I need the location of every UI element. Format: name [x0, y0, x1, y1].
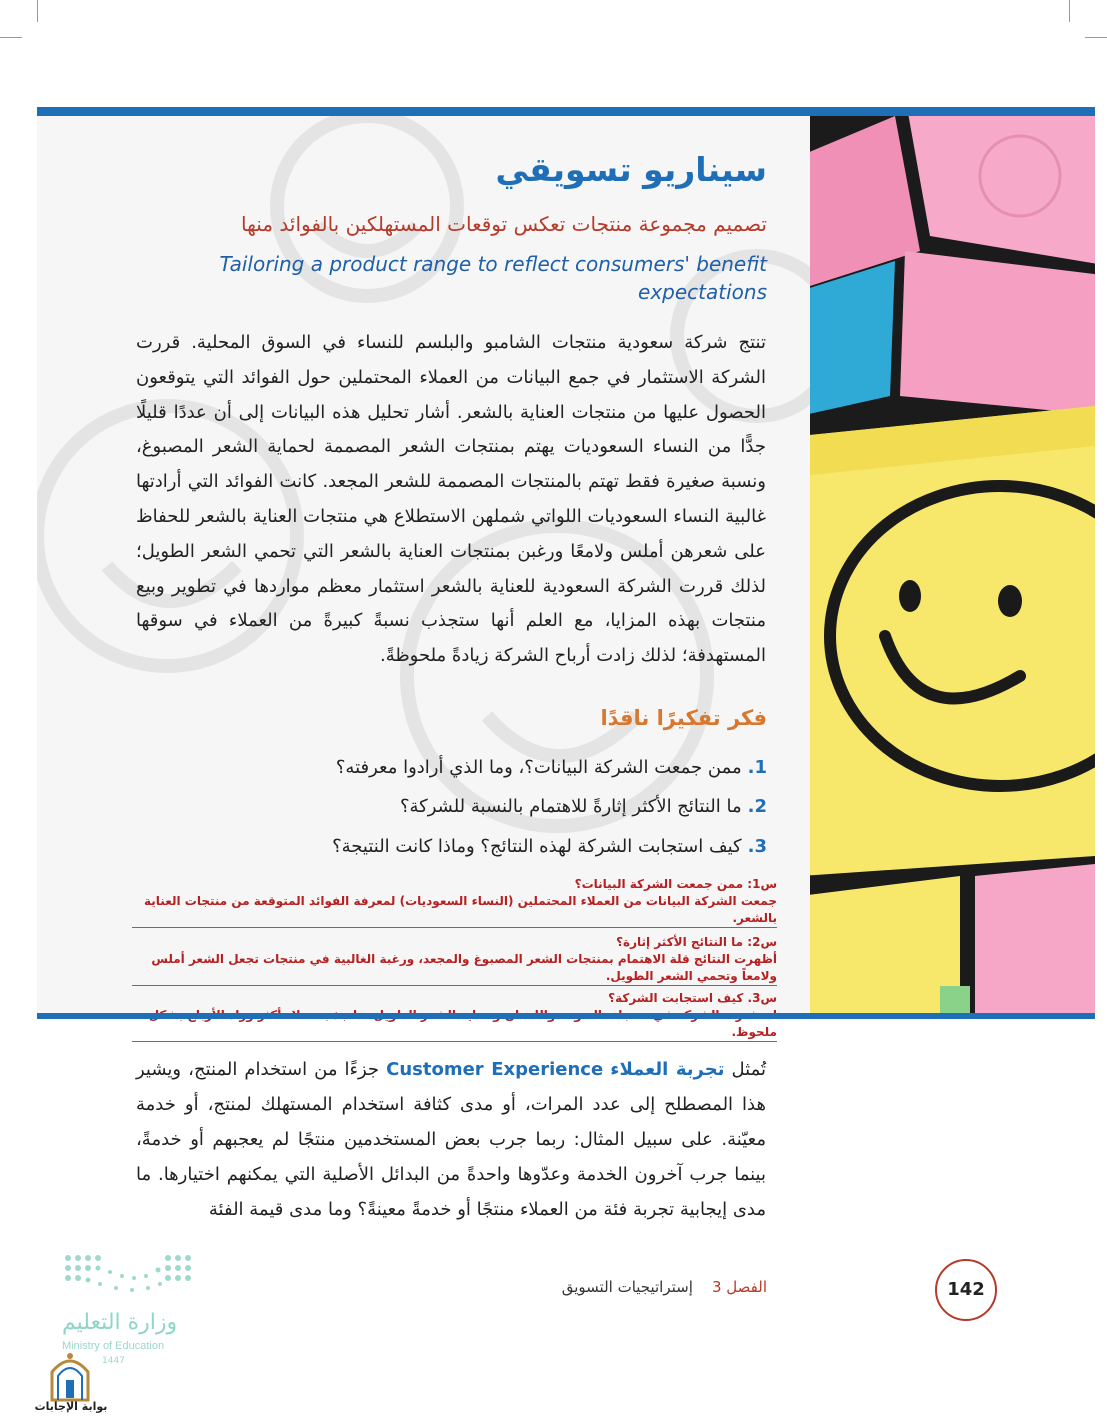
crop-mark	[0, 37, 22, 38]
chapter-footer	[367, 1278, 767, 1296]
chapter-label: الفصل	[726, 1278, 767, 1296]
crop-mark	[37, 0, 38, 22]
answer-text: جمعت الشركة البيانات من العملاء المحتملين (النساء السعوديات) لمعرفة الفوائد المتوقعة من منتجات العناية بالشعر.	[132, 893, 777, 928]
term-arabic: تجربة العملاء	[610, 1059, 725, 1080]
bottom-blue-rule	[37, 1013, 1095, 1019]
ministry-name-arabic: وزارة التعليم	[62, 1310, 178, 1335]
chapter-title: إستراتيجيات التسويق	[561, 1278, 693, 1296]
subtitle-arabic: تصميم مجموعة منتجات تعكس توقعات المستهلكين بالفوائد منها	[240, 212, 767, 236]
customer-experience-paragraph	[136, 1052, 766, 1227]
paragraph-lead: تُمثل	[731, 1059, 766, 1080]
answer-question: س1: ممن جمعت الشركة البيانات؟	[574, 877, 777, 891]
critical-thinking-title: فكر تفكيرًا ناقدًا	[600, 706, 767, 730]
page-number: 142	[935, 1259, 997, 1321]
question-number: 2.	[747, 796, 767, 817]
answer-block-2	[132, 934, 777, 986]
subtitle-english: Tailoring a product range to reflect consumers' benefit expectations	[219, 252, 767, 304]
question-text: ممن جمعت الشركة البيانات؟، وما الذي أرادوا معرفته؟	[335, 757, 742, 778]
question-number: 3.	[747, 836, 767, 857]
scenario-paragraph: تنتج شركة سعودية منتجات الشامبو والبلسم للنساء في السوق المحلية. قررت الشركة الاستثمار في جمع البيانات من العملاء المحتملين حول الفوائد التي يتوقعون الحصول عليها من منتجات العناية بالشعر. أشار تحليل هذه البيانات إلى أن عددًا قليلًا جدًّا من النساء السعوديات يهتم بمنتجات الشعر المصممة لحماية الشعر المصبوغ، ونسبة صغيرة فقط تهتم بالمنتجات المصممة للشعر المجعد. كانت الفوائد التي أرادتها غالبية النساء السعوديات اللواتي شملهن الاستطلاع هي منتجات العناية بالشعر للحفاظ على شعرهن أملس ولامعًا ورغبن بمنتجات العناية بالشعر التي تحمي الشعر الطويل؛ لذلك قررت الشركة السعودية للعناية بالشعر استثمار معظم مواردها في تطوير وبيع منتجات بهذه المزايا، مع العلم أنها ستجذب نسبةً كبيرةً من العملاء في سوقها المستهدفة؛ لذلك زادت أرباح الشركة زيادةً ملحوظةً.	[136, 332, 766, 667]
answer-question: س2: ما النتائج الأكثر إثارة؟	[616, 935, 777, 949]
term-english: Customer Experience	[386, 1059, 604, 1080]
answer-block-1	[132, 876, 777, 928]
answer-text: أظهرت النتائج قلة الاهتمام بمنتجات الشعر المصبوغ والمجعد، ورغبة الغالبية في منتجات تجعل الشعر أملس ولامعاً وتحمي الشعر الطويل.	[132, 951, 777, 986]
question-text: كيف استجابت الشركة لهذه النتائج؟ وماذا كانت النتيجة؟	[332, 836, 742, 857]
section-title: سيناريو تسويقي	[495, 150, 767, 189]
answer-question: س3. كيف استجابت الشركة؟	[608, 991, 777, 1005]
sticky-notes-photo	[810, 116, 1095, 1013]
top-blue-rule	[37, 107, 1095, 116]
answer-text: ملحوظ.	[132, 1007, 777, 1042]
ministry-name-english: Ministry of Education	[62, 1340, 165, 1352]
chapter-number: 3	[711, 1278, 722, 1296]
question-text: ما النتائج الأكثر إثارةً للاهتمام بالنسبة للشركة؟	[399, 796, 742, 817]
paragraph-body: جزءًا من استخدام المنتج، ويشير هذا المصطلح إلى عدد المرات، أو مدى كثافة استخدام المستهلك لمنتج، أو خدمة معيّنة. على سبيل المثال: ربما جرب بعض المستخدمين منتجًا لم يعجبهم أو خدمةً، بينما جرب آخرون الخدمة وعدّوها واحدةً من البدائل الأصلية التي يمكنهم اختيارها. ما مدى إيجابية تجربة فئة من العملاء منتجًا أو خدمةً معينةً؟ وما مدى قيمة الفئة	[136, 1059, 766, 1220]
question-number: 1.	[747, 757, 767, 778]
crop-mark	[1069, 0, 1070, 22]
crop-mark	[1085, 37, 1107, 38]
question-2	[167, 796, 767, 817]
question-3	[167, 836, 767, 857]
answers-portal-label[interactable]: بوابة الإجابات	[34, 1400, 108, 1413]
question-1	[167, 757, 767, 778]
ministry-year: 1447	[102, 1356, 125, 1366]
